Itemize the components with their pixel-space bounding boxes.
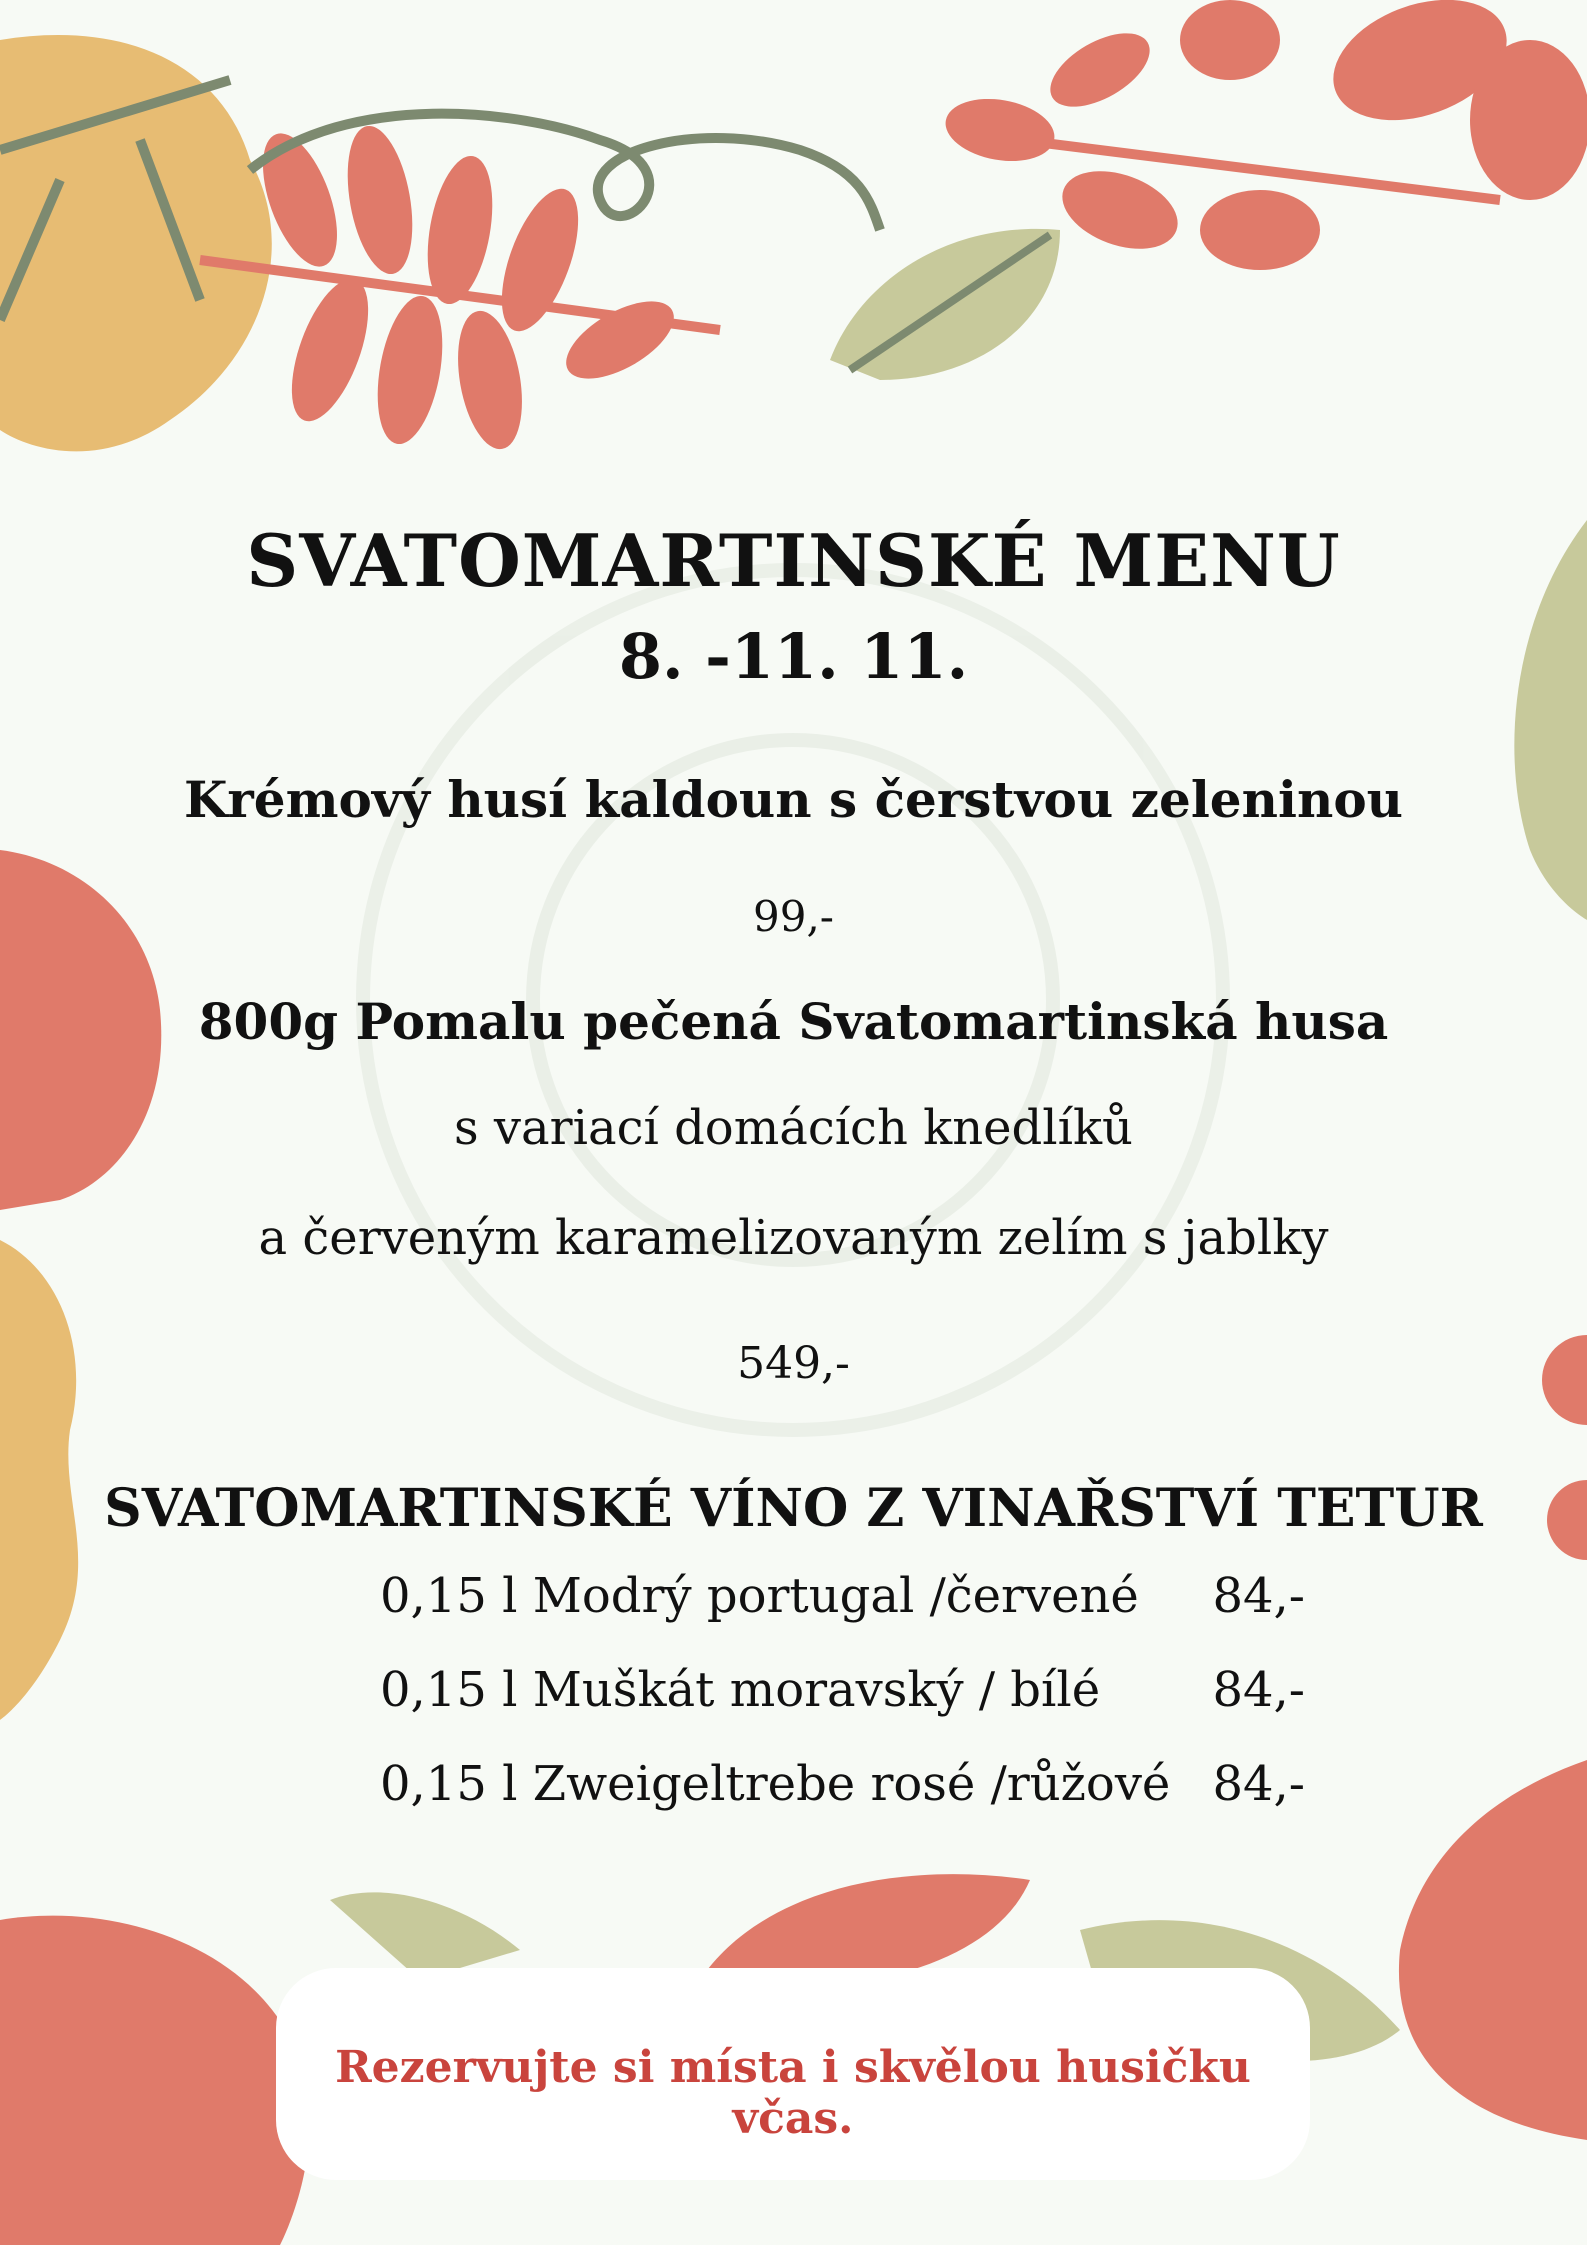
soup-price: 99,- bbox=[753, 892, 834, 941]
main-dish-price: 549,- bbox=[737, 1338, 850, 1389]
soup-name: Krémový husí kaldoun s čerstvou zeleninou bbox=[183, 770, 1404, 829]
menu-dates: 8. -11. 11. bbox=[618, 620, 969, 693]
main-dish-name: 800g Pomalu pečená Svatomartinská husa bbox=[198, 992, 1389, 1051]
reservation-banner bbox=[276, 1968, 1310, 2180]
wine-item-name: 0,15 l Zweigeltrebe rosé /růžové bbox=[380, 1756, 1171, 1812]
wine-item-price: 84,- bbox=[1212, 1756, 1305, 1812]
wine-item-price: 84,- bbox=[1212, 1662, 1305, 1718]
reservation-text: Rezervujte si místa i skvělou husičku včas. bbox=[335, 2042, 1251, 2144]
main-dish-description-1: s variací domácích knedlíků bbox=[454, 1100, 1133, 1156]
menu-title: SVATOMARTINSKÉ MENU bbox=[246, 518, 1341, 603]
wine-section-title: SVATOMARTINSKÉ VÍNO Z VINAŘSTVÍ TETUR bbox=[104, 1478, 1483, 1539]
wine-item bbox=[380, 1662, 1330, 1732]
wine-item-price: 84,- bbox=[1212, 1568, 1305, 1624]
wine-item bbox=[380, 1568, 1330, 1638]
main-dish-description-2: a červeným karamelizovaným zelím s jablky bbox=[258, 1210, 1329, 1266]
wine-item-name: 0,15 l Muškát moravský / bílé bbox=[380, 1662, 1101, 1718]
wine-item bbox=[380, 1756, 1330, 1826]
wine-item-name: 0,15 l Modrý portugal /červené bbox=[380, 1568, 1139, 1624]
